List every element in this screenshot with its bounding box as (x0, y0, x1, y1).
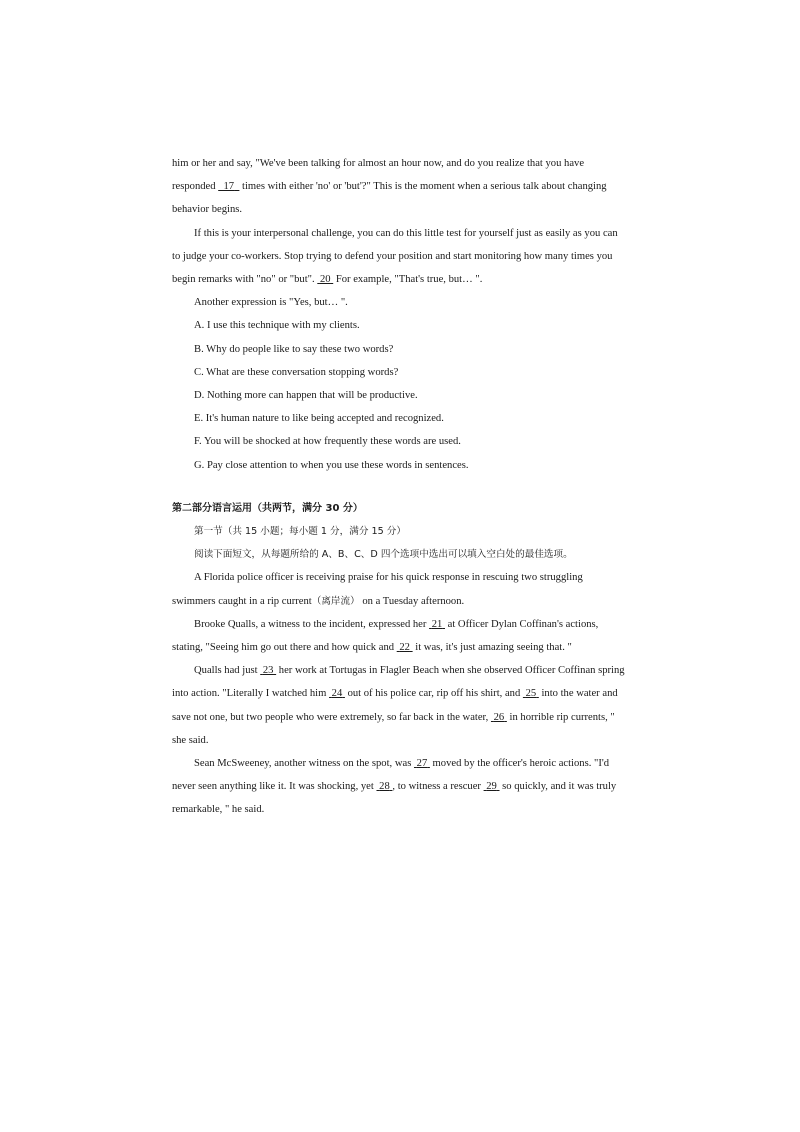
blank-29 (484, 781, 500, 792)
cloze-p3-text-b: her work at Tortugas in Flagler Beach when she observed Officer Coffinan spring into action. "Literally I watched him (172, 665, 625, 700)
blank-25 (523, 688, 539, 699)
option-c: C. What are these conversation stopping words? (194, 366, 399, 378)
cloze-p4-text-c: , to witness a rescuer (392, 781, 481, 793)
cloze-p4-text-b: moved by the officer's heroic actions. "I'd never seen anything like it. It was shocking, yet (172, 758, 610, 793)
cloze-paragraph-4 (172, 752, 628, 822)
option-a: A. I use this technique with my clients. (194, 320, 360, 332)
cloze-p2-text-c: it was, it's just amazing seeing that. " (415, 642, 572, 654)
cloze-p4-text-d: so quickly, and it was truly remarkable, " he said. (172, 781, 617, 816)
blank-20-number: 20 (319, 274, 331, 286)
part2-subheading: 第一节（共 15 小题；每小题 1 分，满分 15 分） (194, 526, 406, 538)
blank-28 (376, 781, 392, 792)
part2-instructions: 阅读下面短文，从每题所给的 A、B、C、D 四个选项中选出可以填入空白处的最佳选项。 (194, 549, 573, 561)
cloze-p4-text-a: Sean McSweeney, another witness on the spot, was (194, 758, 412, 770)
paragraph-1 (172, 152, 628, 222)
blank-29-number: 29 (486, 781, 497, 793)
cloze-p1-chinese-note: （离岸流） (311, 595, 360, 607)
blank-17 (218, 181, 239, 192)
blank-17-number: 17 (223, 181, 235, 193)
blank-21-number: 21 (431, 618, 443, 630)
blank-26-number: 26 (493, 711, 505, 723)
paragraph-2-text-a: If this is your interpersonal challenge, you can do this little test for yourself just as easily as you can to judge your co-workers. Stop trying to defend your position and start monitoring how many times you begin remarks with "no" or "but". (172, 227, 618, 286)
option-b: B. Why do people like to say these two words? (194, 343, 394, 355)
text-content (172, 152, 628, 822)
part2-heading: 第二部分语言运用（共两节，满分 30 分） (172, 502, 363, 514)
blank-27-number: 27 (416, 758, 428, 770)
option-g: G. Pay close attention to when you use these words in sentences. (194, 459, 469, 471)
cloze-p3-text-a: Qualls had just (194, 665, 258, 677)
paragraph-3: Another expression is "Yes, but… ". (194, 297, 348, 309)
cloze-paragraph-2 (172, 613, 628, 659)
blank-22 (397, 642, 413, 653)
blank-27 (414, 758, 430, 769)
paragraph-1-text-b: times with either 'no' or 'but'?" This is the moment when a serious talk about changing behavior begins. (172, 181, 607, 216)
cloze-p2-text-b: at Officer Dylan Coffinan's actions, stating, "Seeing him go out there and how quick and (172, 618, 599, 654)
paragraph-2 (172, 222, 628, 292)
option-f: F. You will be shocked at how frequently these words are used. (194, 436, 461, 448)
blank-20 (317, 274, 333, 285)
cloze-p2-text-a: Brooke Qualls, a witness to the incident, expressed her (194, 618, 427, 630)
blank-24-number: 24 (331, 688, 343, 700)
cloze-paragraph-3 (172, 659, 628, 752)
cloze-p3-text-c: out of his police car, rip off his shirt, and (347, 688, 521, 700)
cloze-paragraph-1 (172, 566, 628, 612)
cloze-p3-text-e: in horrible rip currents, " she said. (172, 711, 615, 746)
paragraph-2-text-b: For example, "That's true, but… ". (335, 274, 483, 286)
blank-21 (429, 619, 445, 630)
blank-23 (260, 665, 276, 676)
blank-25-number: 25 (525, 688, 537, 700)
cloze-p1-text-a: A Florida police officer is receiving praise for his quick response in rescuing two struggling swimmers caught in a rip current (172, 572, 583, 607)
option-e: E. It's human nature to like being accepted and recognized. (194, 413, 444, 425)
paragraph-1-text-a: him or her and say, "We've been talking for almost an hour now, and do you realize that you have responded (172, 158, 585, 193)
option-d: D. Nothing more can happen that will be productive. (194, 390, 418, 402)
blank-28-number: 28 (379, 781, 390, 793)
blank-26 (491, 712, 507, 723)
cloze-p3-text-d: into the water and save not one, but two people who were extremely, so far back in the water, (172, 688, 618, 723)
blank-22-number: 22 (399, 642, 410, 654)
blank-24 (329, 688, 345, 699)
cloze-p1-text-b: on a Tuesday afternoon. (362, 595, 465, 607)
blank-23-number: 23 (262, 665, 274, 677)
